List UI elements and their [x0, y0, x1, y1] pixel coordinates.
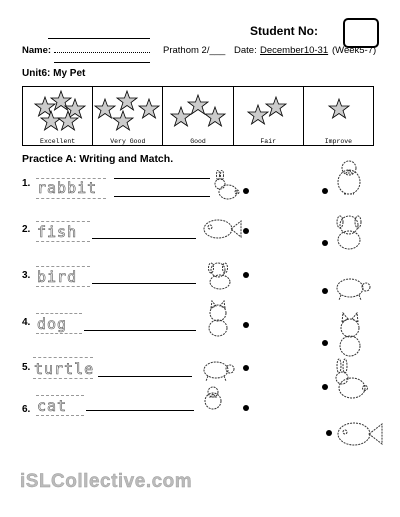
match-dot-left[interactable] — [243, 272, 249, 278]
rating-label: Excellent — [40, 138, 76, 145]
match-dot-right[interactable] — [322, 288, 328, 294]
match-dot-left[interactable] — [243, 188, 249, 194]
star-group-icon — [93, 87, 163, 137]
rating-cell-fair[interactable] — [234, 87, 304, 145]
fish-icon — [200, 212, 242, 246]
name-dotted-line[interactable] — [54, 52, 150, 53]
item-number: 5. — [22, 362, 31, 373]
write-line[interactable] — [114, 178, 210, 179]
rating-label: Very Good — [110, 138, 146, 145]
star-group-icon — [163, 87, 233, 137]
item-number: 6. — [22, 404, 31, 415]
write-line[interactable] — [114, 196, 210, 197]
rabbit-icon — [210, 170, 244, 204]
match-dot-right[interactable] — [322, 188, 328, 194]
trace-guide — [36, 286, 90, 287]
turtle-icon — [198, 356, 236, 382]
rating-cell-improve[interactable] — [304, 87, 373, 145]
star-icon — [329, 99, 349, 118]
trace-guide — [36, 266, 90, 267]
star-icon — [113, 111, 133, 130]
rating-label: Good — [190, 138, 206, 145]
cat-icon — [332, 312, 368, 358]
trace-guide — [36, 221, 90, 222]
turtle-icon — [330, 272, 372, 302]
bird-icon — [332, 158, 366, 198]
trace-guide — [33, 357, 93, 358]
name-line — [54, 62, 150, 63]
match-dot-left[interactable] — [243, 322, 249, 328]
write-line[interactable] — [84, 330, 196, 331]
week-label: (Week5-7) — [332, 45, 377, 56]
trace-word: rabbit — [37, 179, 98, 197]
match-dot-left[interactable] — [243, 365, 249, 371]
rating-cell-good[interactable] — [163, 87, 233, 145]
star-icon — [139, 99, 159, 118]
star-group-icon — [234, 87, 304, 137]
star-icon — [117, 91, 137, 110]
dog-icon — [330, 210, 368, 252]
item-number: 2. — [22, 224, 31, 235]
star-group-icon — [304, 87, 374, 137]
student-no-label: Student No: — [250, 24, 318, 38]
star-icon — [248, 105, 268, 124]
trace-guide — [36, 313, 82, 314]
practice-title: Practice A: Writing and Match. — [22, 153, 174, 165]
trace-guide — [33, 378, 93, 379]
trace-word: dog — [37, 315, 68, 333]
item-number: 1. — [22, 178, 31, 189]
unit-title: Unit6: My Pet — [22, 68, 86, 79]
rating-cell-very-good[interactable] — [93, 87, 163, 145]
match-dot-right[interactable] — [322, 240, 328, 246]
trace-guide — [36, 241, 90, 242]
match-dot-left[interactable] — [243, 228, 249, 234]
star-icon — [41, 111, 61, 130]
trace-guide — [36, 415, 84, 416]
name-label: Name: — [22, 45, 52, 56]
trace-guide — [36, 198, 106, 199]
star-icon — [266, 97, 286, 116]
write-line[interactable] — [92, 283, 196, 284]
match-dot-left[interactable] — [243, 405, 249, 411]
star-group-icon — [23, 87, 93, 137]
rating-table — [22, 86, 374, 146]
write-line[interactable] — [92, 238, 196, 239]
trace-word: fish — [37, 223, 78, 241]
star-icon — [171, 107, 191, 126]
trace-guide — [36, 395, 84, 396]
item-number: 3. — [22, 270, 31, 281]
write-line[interactable] — [98, 376, 192, 377]
trace-word: turtle — [34, 360, 95, 378]
star-icon — [95, 99, 115, 118]
trace-word: cat — [37, 397, 68, 415]
student-no-box[interactable] — [343, 18, 379, 48]
fish-icon — [334, 414, 384, 454]
rating-cell-excellent[interactable] — [23, 87, 93, 145]
star-icon — [205, 107, 225, 126]
match-dot-right[interactable] — [322, 384, 328, 390]
match-dot-right[interactable] — [322, 340, 328, 346]
write-line[interactable] — [86, 410, 194, 411]
top-rule — [48, 38, 150, 39]
trace-word: bird — [37, 268, 78, 286]
trace-guide — [36, 333, 82, 334]
class-label: Prathom 2/___ — [163, 45, 226, 56]
date-label: Date: — [234, 45, 257, 56]
match-dot-right[interactable] — [326, 430, 332, 436]
rating-label: Improve — [324, 138, 353, 145]
star-icon — [188, 95, 208, 114]
item-number: 4. — [22, 317, 31, 328]
footer-watermark: iSLCollective.com — [20, 471, 193, 492]
date-value: December10-31 — [260, 45, 329, 56]
rabbit-icon — [330, 358, 374, 402]
cat-icon — [200, 300, 236, 338]
dog-icon — [202, 258, 238, 292]
bird-icon — [198, 384, 228, 412]
rating-label: Fair — [260, 138, 277, 145]
